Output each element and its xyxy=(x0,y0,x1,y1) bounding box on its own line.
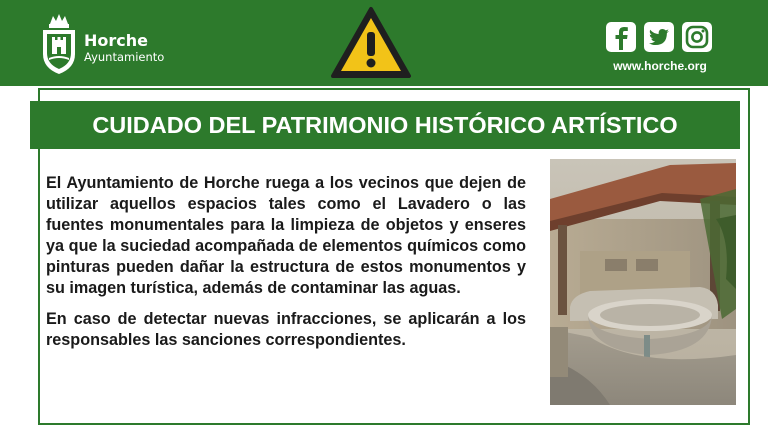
twitter-link[interactable] xyxy=(644,22,674,52)
instagram-icon xyxy=(682,22,712,52)
notice-paragraph-2: En caso de detectar nuevas infracciones, se aplicarán a los responsables las sanciones correspondientes. xyxy=(46,310,526,349)
facebook-link[interactable] xyxy=(606,22,636,52)
notice-title: CUIDADO DEL PATRIMONIO HISTÓRICO ARTÍSTICO xyxy=(92,112,678,138)
facebook-icon xyxy=(606,22,636,52)
twitter-icon xyxy=(644,22,674,52)
instagram-link[interactable] xyxy=(682,22,712,52)
logo-subtitle: Ayuntamiento xyxy=(84,50,165,64)
notice-paragraph-1: El Ayuntamiento de Horche ruega a los vecinos que dejen de utilizar aquellos espacios tales como el Lavadero o las fuentes monumentales para la limpieza de objetos y enseres ya que la suciedad acompañada de elementos químicos como pinturas pueden dañar la estructura de estos monumentos y su imagen turística, además de contaminar las aguas. xyxy=(46,174,526,297)
logo-name: Horche xyxy=(84,31,148,50)
social-links xyxy=(606,22,712,54)
header-bar xyxy=(0,0,768,86)
horche-logo[interactable] xyxy=(40,10,200,76)
notice-body xyxy=(46,173,526,351)
coat-of-arms-icon xyxy=(40,10,78,76)
lavadero-photo xyxy=(550,159,736,405)
notice-title-banner xyxy=(30,101,740,149)
website-link[interactable]: www.horche.org xyxy=(613,59,707,73)
warning-triangle-icon xyxy=(330,6,412,80)
